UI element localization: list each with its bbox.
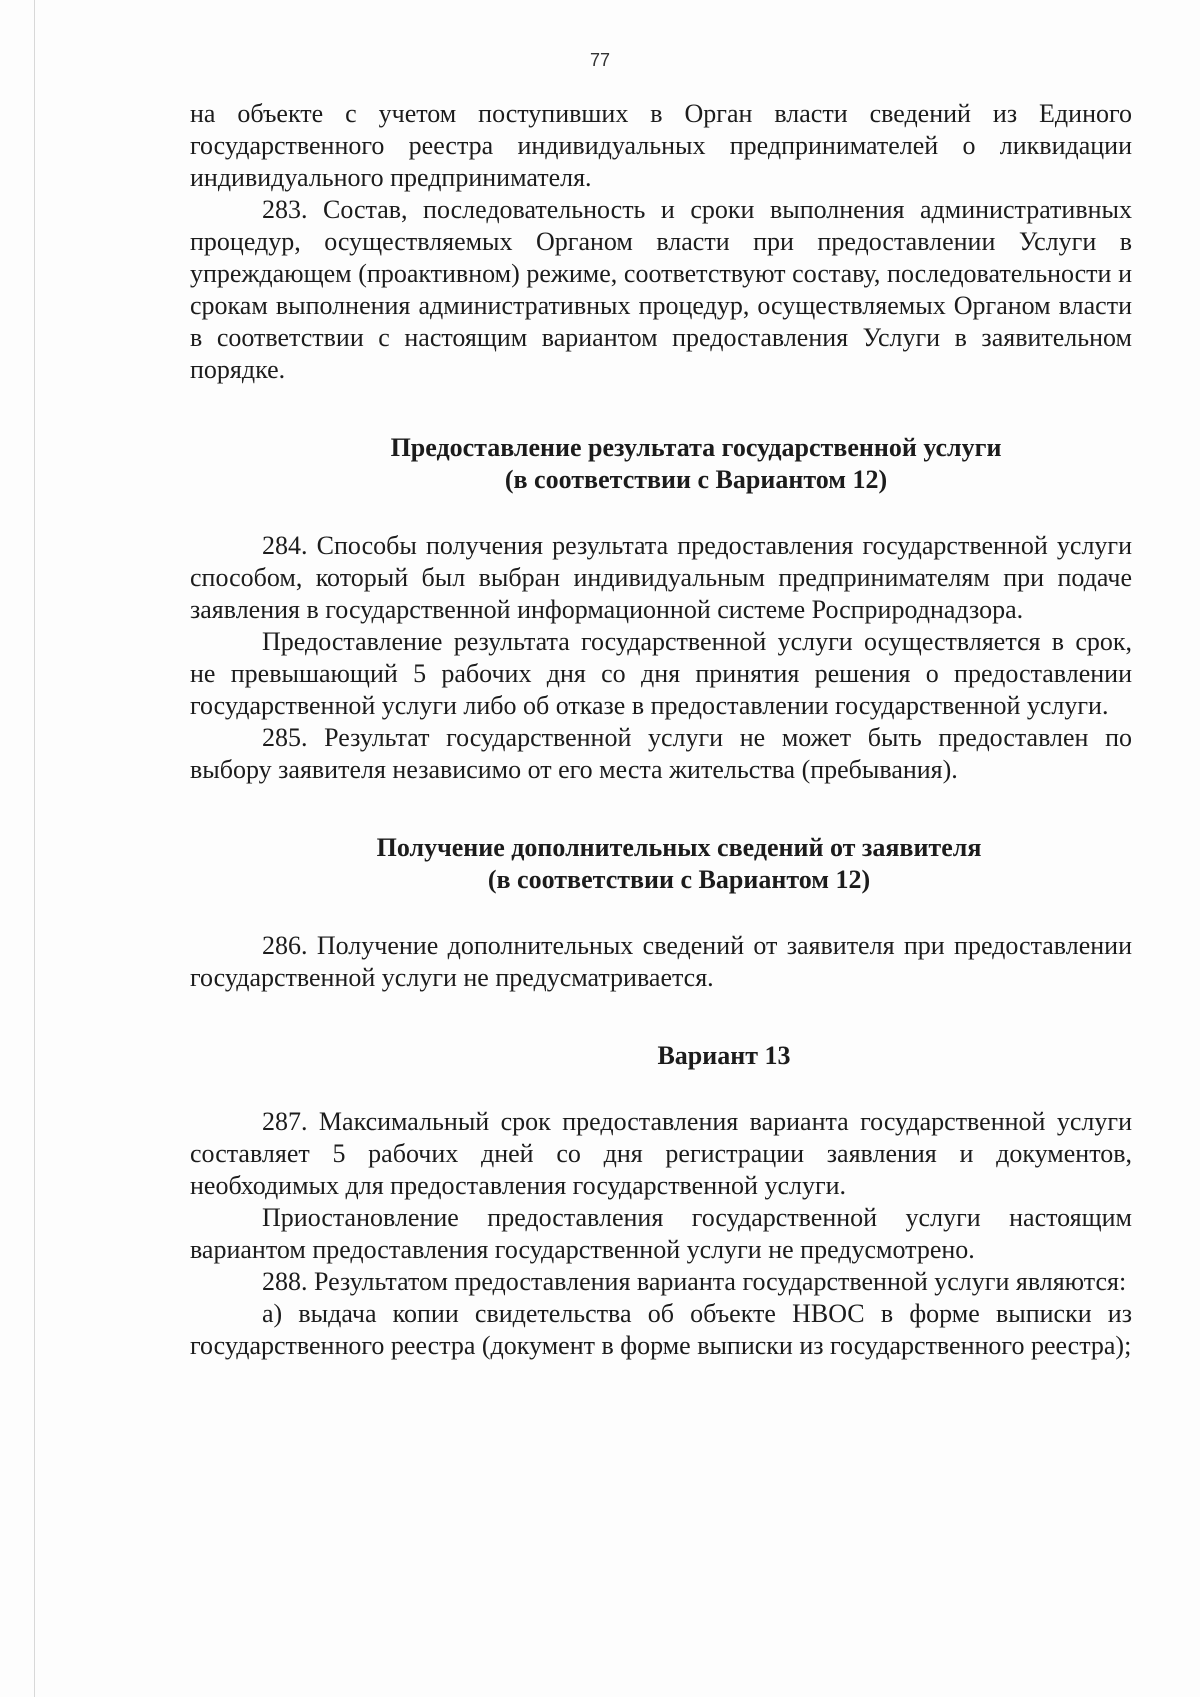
section-heading-result-line1: Предоставление результата государственной услуги	[390, 433, 1002, 462]
paragraph-284: 284. Способы получения результата предоставления государственной услуги способом, который был выбран индивидуальным предпринимателям при подаче заявления в государственной информационной системе Росприроднадзора.	[190, 531, 1132, 624]
section-heading-variant-13	[190, 1040, 1132, 1072]
section-heading-additional-info-line2: (в соответствии с Вариантом 12)	[487, 865, 871, 894]
section-heading-result-line2: (в соответствии с Вариантом 12)	[504, 465, 888, 494]
scan-edge-line	[34, 0, 35, 1697]
paragraph-288-a: а) выдача копии свидетельства об объекте НВОС в форме выписки из государственного реестра (документ в форме выписки из государственного реестра);	[190, 1299, 1132, 1360]
section-heading-variant-13-title: Вариант 13	[657, 1041, 791, 1070]
paragraph-287: 287. Максимальный срок предоставления варианта государственной услуги составляет 5 рабочих дней со дня регистрации заявления и документов, необходимых для предоставления государственной услуги.	[190, 1107, 1132, 1200]
section-heading-additional-info	[190, 832, 1132, 896]
page-number: 77	[589, 50, 611, 70]
paragraph-result-term: Предоставление результата государственной услуги осуществляется в срок, не превышающий 5 рабочих дня со дня принятия решения о предоставлении государственной услуги либо об отказе в предоставлении государственной услуги.	[190, 627, 1132, 720]
paragraph-285: 285. Результат государственной услуги не может быть предоставлен по выбору заявителя независимо от его места жительства (пребывания).	[190, 723, 1132, 784]
section-heading-result	[190, 432, 1132, 496]
paragraph-283: 283. Состав, последовательность и сроки выполнения административных процедур, осуществляемых Органом власти при предоставлении Услуги в упреждающем (проактивном) режиме, соответствуют составу, последовательности и срокам выполнения административных процедур, осуществляемых Органом власти в соответствии с настоящим вариантом предоставления Услуги в заявительном порядке.	[190, 195, 1132, 384]
document-body	[190, 98, 1132, 1362]
paragraph-288: 288. Результатом предоставления варианта государственной услуги являются:	[262, 1267, 1127, 1296]
paragraph-continuation: на объекте с учетом поступивших в Орган власти сведений из Единого государственного реестра индивидуальных предпринимателей о ликвидации индивидуального предпринимателя.	[190, 99, 1132, 192]
paragraph-286: 286. Получение дополнительных сведений от заявителя при предоставлении государственной услуги не предусматривается.	[190, 931, 1132, 992]
section-heading-additional-info-line1: Получение дополнительных сведений от заявителя	[376, 833, 982, 862]
paragraph-suspension: Приостановление предоставления государственной услуги настоящим вариантом предоставления государственной услуги не предусмотрено.	[190, 1203, 1132, 1264]
